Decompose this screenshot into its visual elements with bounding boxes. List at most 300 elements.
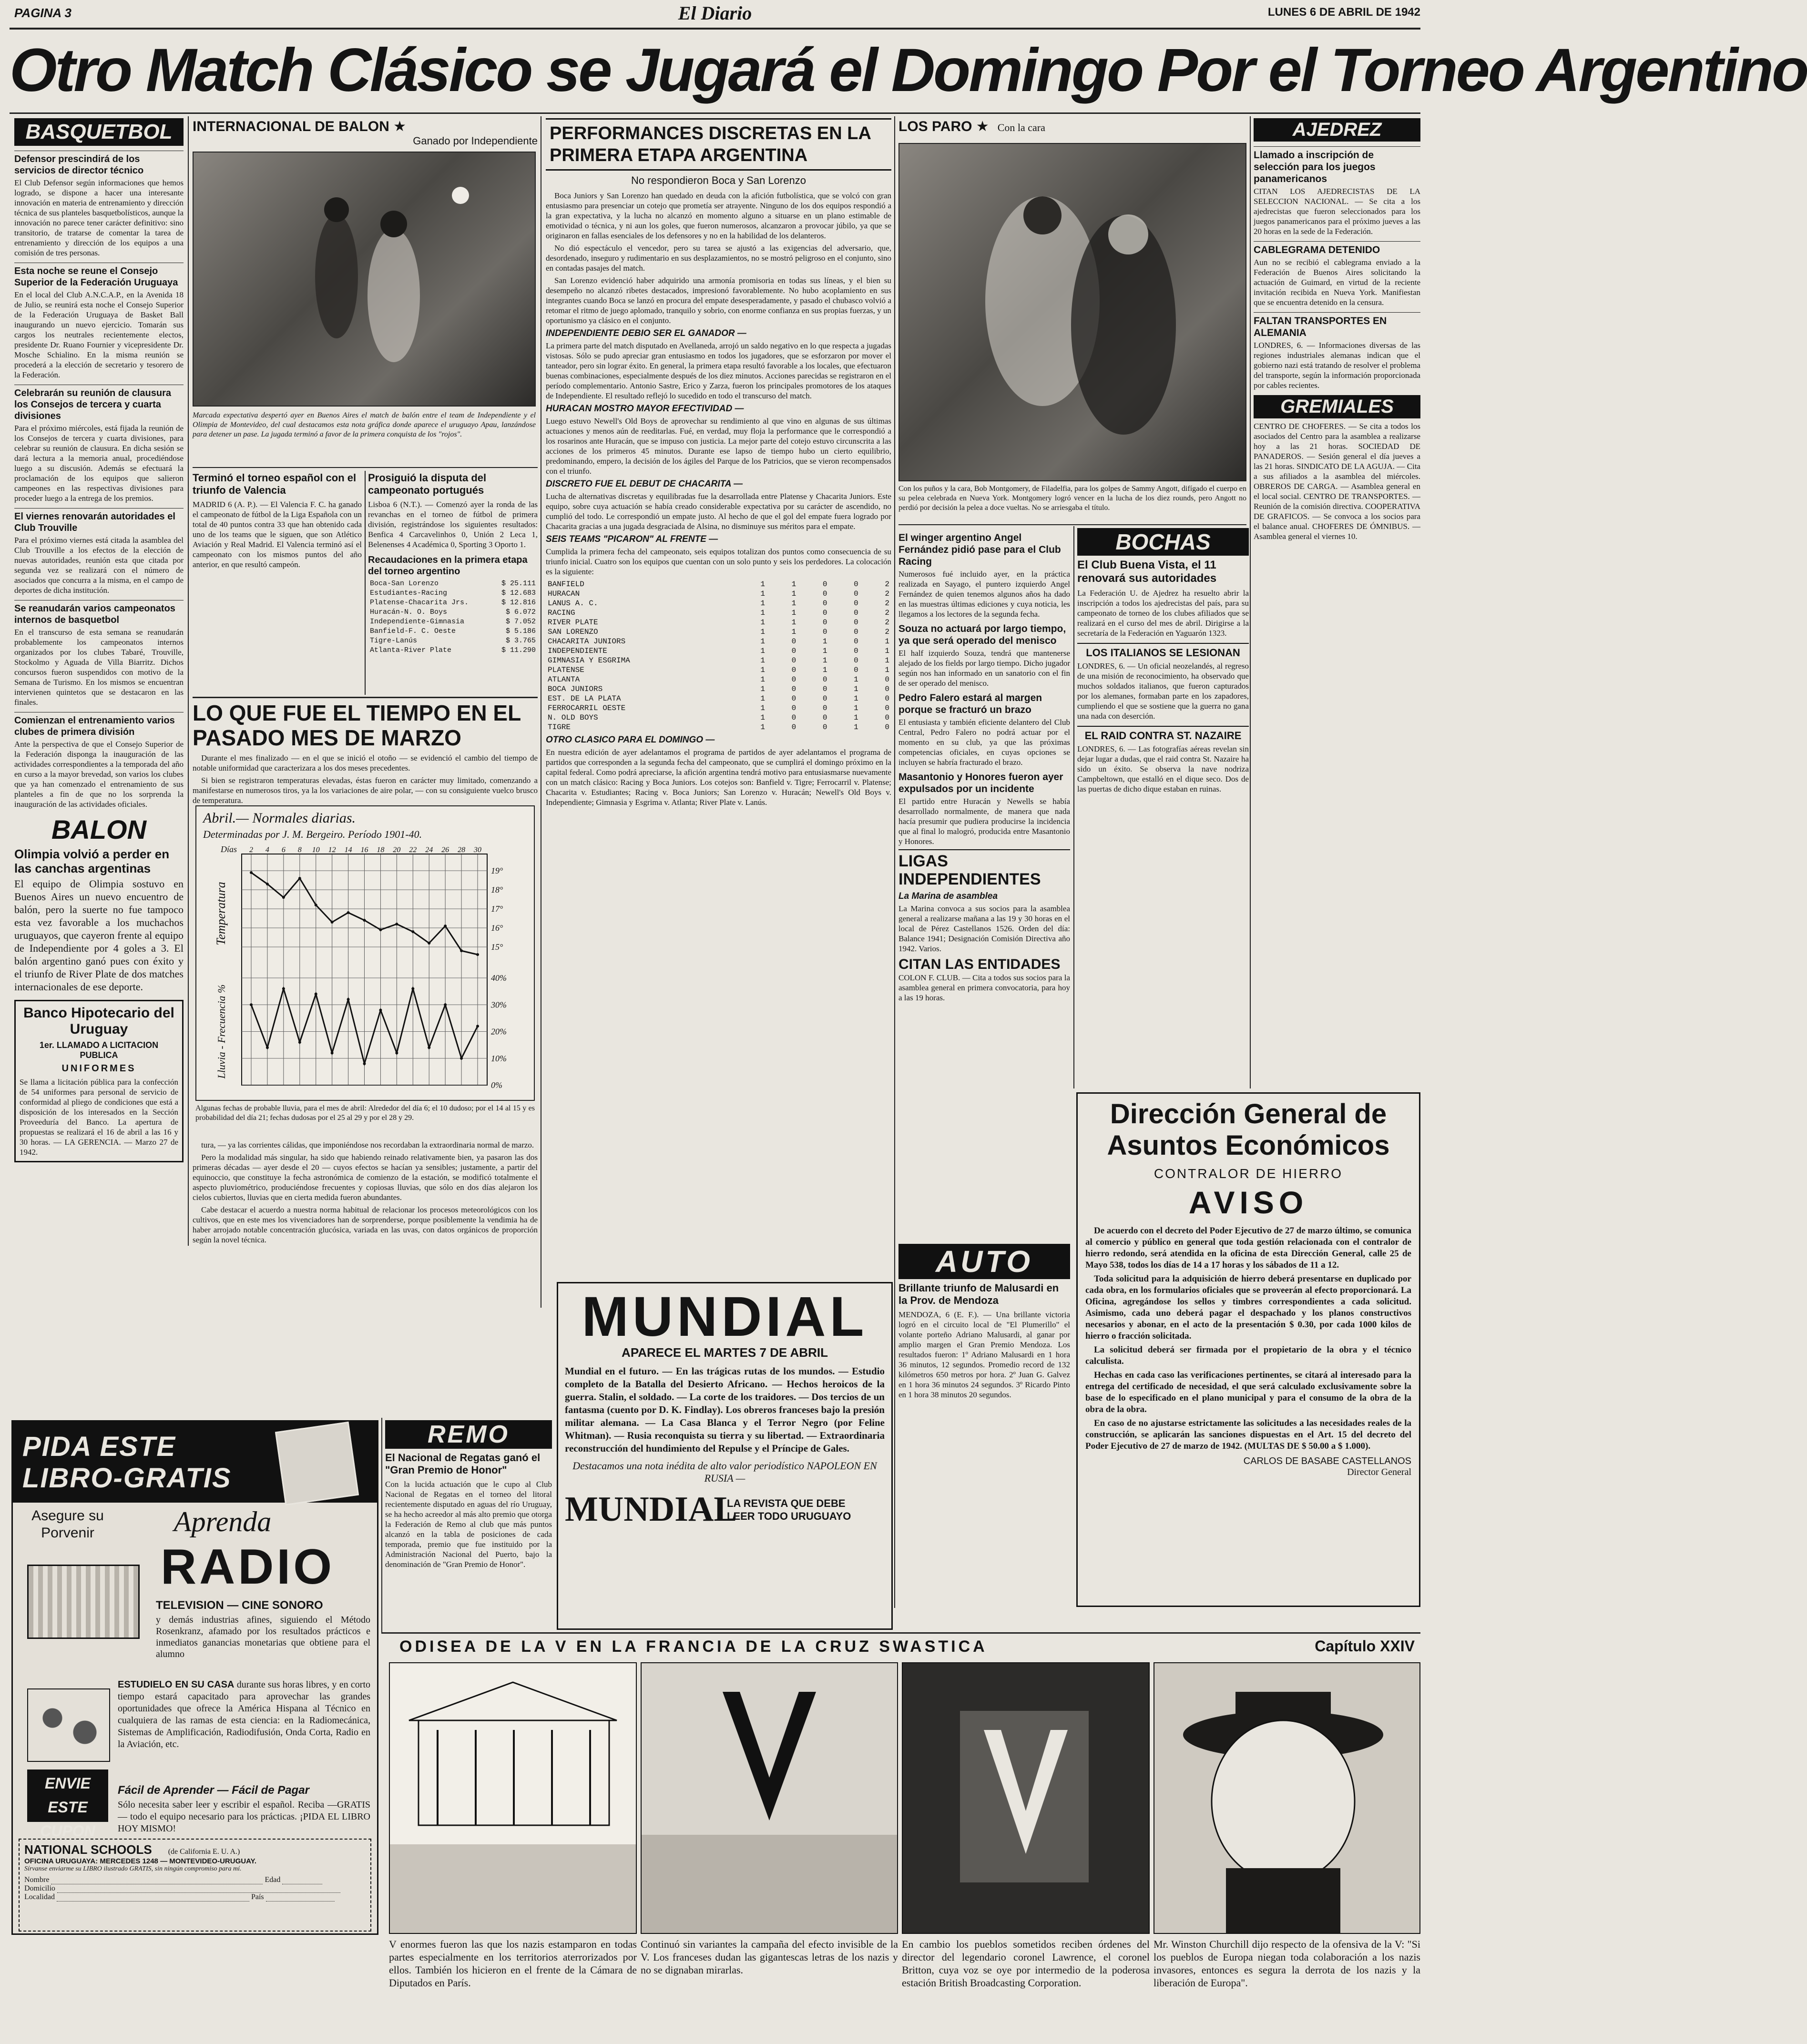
ligas-title: LIGAS INDEPENDIENTES [898,849,1070,888]
portugal-title: Prosiguió la disputa del campeonato portugués [368,472,487,496]
basquetbol-item-body: En el local del Club A.N.C.A.P., en la Avenida 18 de Julio, se reunirá esta noche el Consejo Superior de la Federación Uruguaya de Basket Ball inaugurando un nuevo ejercicio. Tomarán sus cargos los neutrales recientemente electos, presidente Dr. Ruano Fournier y vicepresidente Dr. Mosche Schialino. En la misma reunión se procederá a la elección de secretario y tesorero de la Federación. [14,290,184,379]
chart-x-tick: 16 [360,846,368,854]
standings-cell-pj: 1 [760,723,765,732]
standings-cell-p: 1 [854,704,858,712]
asuntos-p3: La solicitud deberá ser firmada por el propietario de la obra y el técnico calculista. [1085,1345,1411,1366]
standings-cell-e: 0 [822,713,827,722]
standings-cell-team: BOCA JUNIORS [548,685,603,693]
chart-point-temperatura [411,930,414,933]
basquetbol-item-title: El viernes renovarán autoridades el Club Trouville [14,508,184,534]
radio-ad-learn: Aprenda [174,1506,272,1537]
chart-point-temperatura [379,928,382,931]
basquetbol-item-title: Se reanudarán varios campeonatos internos de basquetbol [14,600,184,626]
chart-point-lluvia [379,1009,382,1012]
chart-x-label: Días [220,844,237,854]
tiempo-p4: Pero la modalidad más singular, ha sido que habiendo reinado relativamente bien, ya pasaron las dos primeras décadas — ayer desde el 20 — cuyos efectos se hacían ya sensibles; justamente, a partir del equinoccio, que constituye la fecha astronómica de comienzo de la estación, se modificó totalmente el aspecto pluviométrico, produciéndose frecuentes y copiosas lluvias, que sólo en dos días alejaron los cielos cubiertos, lluvias que en cierta medida fueron abundantes. [193,1153,538,1202]
standings-cell-e: 0 [822,704,827,712]
perf-final-body: En nuestra edición de ayer adelantamos el programa de partidos de ayer adelantamos el programa de partidos que corresponden a la segunda fecha del campeonato, que se cumplirá el domingo próximo en la capital federal. Como podrá apreciarse, la afición argentina tendrá motivo para entusiasmarse nuevamente con un match clásico: Racing y Boca Juniors. Los cotejos son: Banfield v. Tigre; Ferrocarril v. Platense; Chacarita v. Estudiantes; Racing v. Boca Juniors; San Lorenzo v. Huracán; Newell's Old Boys v. Independiente; Gimnasia y Esgrima v. Atlanta; River Plate v. Lanús. [546,748,891,807]
standings-cell-g: 1 [791,599,796,608]
mundial-logo: MUNDIAL [565,1490,737,1529]
ajedrez-item-body: Aun no se recibió el cablegrama enviado a la Federación de Buenos Aires solicitando la actuación de Guimard, en virtud de la reciente invitación recibida en Nueva York. Manifiestan que se encuentra detenido en la censura. [1254,258,1420,307]
radio-ad-desc: y demás industrias afines, siguiendo el Método Rosenkranz, afamado por los resultados prácticos e inmediatos ganancias monetarias que obtiene para el alumno [156,1615,370,1659]
bochas-section-title: BOCHAS [1077,528,1249,556]
recaudaciones-match: Atlanta-River Plate [370,646,452,654]
recaudaciones-match: Boca-San Lorenzo [370,580,439,588]
chart-x-tick: 8 [297,846,302,854]
standings-cell-pts: 2 [885,590,889,598]
chart-point-temperatura [428,942,430,945]
auto-section-title: AUTO [898,1244,1070,1279]
radio-ad-easy-body: Sólo necesita saber leer y escribir el español. Reciba —GRATIS— todo el equipo necesario para los prácticas. ¡PIDA EL LIBRO HOY MISMO! [118,1800,370,1834]
chart-title: Abril.— Normales diarias. [203,810,356,826]
recaudaciones-amount: $ 6.072 [505,608,536,616]
chart-x-tick: 12 [328,846,336,854]
standings-row [546,618,891,627]
standings-cell-team: RACING [548,609,575,617]
masthead-strip [0,0,1430,29]
bochas-body: La Federación U. de Ajedrez ha resuelto abrir la inscripción a todos los ajedrecistas del país, para su campeonato de torneo de los clubes afiliados que se realizará en el curso del mes de abril. Dirigirse a la secretaría de la Federación en Yaguarón 1323. [1077,589,1249,638]
balon-section-title: BALON [51,814,147,844]
standings-cell-g: 0 [791,704,796,712]
recaudaciones-amount: $ 25.111 [501,580,536,588]
chart-point-lluvia [428,1046,430,1049]
standings-cell-p: 0 [854,656,858,665]
basquetbol-item-body: En el transcurso de esta semana se reanudarán probablemente los campeonatos internos organizados por los clubes Tabaré, Trouville, Stockolmo y Aguada de Villa Biarritz. Dichos concursos fueron suspendidos con motivo de la Semana de Turismo. En los mismos se encuentran intervienen quintetos que se destacaron en las finales. [14,628,184,707]
tiempo-top-rule [193,697,538,698]
asuntos-sign: CARLOS DE BASABE CASTELLANOS [1243,1456,1411,1466]
futbol-item-body: Numerosos fué incluido ayer, en la práctica realizada en Sayago, el puntero izquierdo Angel Fernández de quien tenemos algunos años ha dado en las muestras últimas ediciones y cuya noticia, les llegamos a los lectores de la segunda fecha. [898,569,1070,619]
ajedrez-item-body: LONDRES, 6. — Informaciones diversas de las regiones industriales alemanas indican que el gobierno nazi está tratando de resolver el problema del transporte, según la información proporcionada por cables recientes. [1254,341,1420,390]
ajedrez-item-title: CABLEGRAMA DETENIDO [1254,241,1420,256]
radio-ad-easy: Fácil de Aprender — Fácil de Pagar [118,1784,309,1797]
recaudaciones-amount: $ 12.816 [501,599,536,607]
tiempo-intro [193,753,538,805]
standings-cell-p: 0 [854,628,858,636]
tiempo-continued [193,1140,538,1297]
auto-title: Brillante triunfo de Malusardi en la Prov. de Mendoza [898,1282,1059,1306]
standings-row [546,608,891,618]
basquetbol-item-title: Esta noche se reune el Consejo Superior de la Federación Uruguaya [14,263,184,288]
standings-cell-pj: 1 [760,675,765,684]
chart-x-tick: 28 [458,846,466,854]
standings-cell-pts: 1 [885,647,889,655]
standings-cell-e: 1 [822,666,827,674]
standings-cell-e: 1 [822,656,827,665]
coupon-country-input[interactable] [266,1893,335,1902]
basquetbol-items [14,151,184,809]
recaudaciones-amount: $ 12.683 [501,589,536,597]
standings-cell-p: 0 [854,647,858,655]
standings-cell-pj: 1 [760,580,765,589]
standings-cell-e: 0 [822,618,827,627]
recaudaciones-row [368,608,538,617]
standings-cell-p: 0 [854,666,858,674]
standings-cell-p: 1 [854,694,858,703]
chart-point-temperatura [266,883,269,885]
asuntos-p1: De acuerdo con el decreto del Poder Ejecutivo de 27 de marzo último, se comunica al comercio y público en general que toda gestión relacionada con el contralor de hierro redondo, será atendida en la oficina de esta Dirección General, calle 25 de Mayo 538, todos los días de 14 a 17 horas y los sábados de 11 a 12. [1085,1226,1411,1270]
standings-row [546,599,891,608]
mundial-note: Destacamos una nota inédita de alto valor periodístico NAPOLEON EN RUSIA — [572,1460,877,1484]
basquetbol-item-title: Defensor prescindirá de los servicios de director técnico [14,151,184,176]
chart-rain-tick: 30% [491,1000,507,1010]
chart-temp-tick: 17° [491,904,503,914]
standings-cell-team: LANUS A. C. [548,599,598,608]
main-headline: Otro Match Clásico se Jugará el Domingo Por el Torneo Argentino [10,36,1807,104]
ajedrez-section-title: AJEDREZ [1254,118,1420,142]
recaudaciones-match: Estudiantes-Racing [370,589,448,597]
standings-cell-pts: 2 [885,599,889,608]
headline-rule [10,112,1420,114]
standings-cell-pts: 1 [885,656,889,665]
standings-cell-team: RIVER PLATE [548,618,598,627]
ligas-sub: La Marina de asamblea [898,891,998,901]
ajedrez-items [1254,146,1420,390]
recaudaciones-row [368,617,538,627]
standings-row [546,665,891,675]
futbol-items [898,532,1070,846]
standings-row [546,589,891,599]
odisea-caption-3: En cambio los pueblos sometidos reciben órdenes del director del legendario coronel Lawrence, el coronel Britton, cuya voz se oye por intermedio de la poderosa estación British Broadcasting Corporation. [902,1938,1150,1989]
perf-p3: San Lorenzo evidenció haber adquirido una armonía promisoria en todas sus líneas, y el bien su desempeño no alcanzó ribetes destacados, impresionó favorablemente. No hubo acoplamiento en sus integrantes cuando Boca se lanzó en procura del empate desesperadamente, y pasado el chubasco volvió a retomar el ritmo de juego aplomado, tranquilo y sobrio, con enorme confianza en sus propias fuerzas, y un oportunismo ya clásico en el conjunto. [546,276,891,325]
col4-rule [894,116,895,1608]
standings-cell-e: 0 [822,628,827,636]
perf-p2: No dió espectáculo el vencedor, pero su tarea se ajustó a las exigencias del adversario, que, desordenado, inseguro y rudimentario en sus desplazamientos, no se mostró peligroso en el conjunto, sino en contadas pasajes del match. [546,244,891,273]
basquetbol-column [14,118,184,1229]
perf-final-head: OTRO CLASICO PARA EL DOMINGO — [546,735,715,745]
recaudaciones-amount: $ 11.290 [501,646,536,654]
odisea-chapter: Capítulo XXIV [1315,1637,1415,1655]
coupon-age-label: Edad [265,1876,281,1884]
recaudaciones-amount: $ 7.052 [505,618,536,626]
tiempo-chart-caption: Algunas fechas de probable lluvia, para el mes de abril: Alrededor del día 6; el 10 dudoso; por el 14 al 15 y es probabilidad del día 21; fechas dudosas por el 25 al 29 y por el 28 y 29. [195,1104,535,1122]
remo-block [385,1420,552,1630]
futbol-item-title: Souza no actuará por largo tiempo, ya que será operado del menisco [898,623,1066,646]
chart-x-tick: 22 [409,846,417,854]
perf-section-body: Lucha de alternativas discretas y equilibradas fue la desarrollada entre Platense y Chacarita Juniors. Este equipo, sobre cuya actuación se había creado considerable expectativa por su carácter de ascendido, no cumplió del todo. Le correspondió un empate justo. Al hecho de que el gol del empate fuera logrado por Chacarita gracias a una jugada desgraciada de Alsina, no disminuye sus méritos para el empate. [546,492,891,531]
odisea-top-rule [381,1632,1420,1634]
standings-cell-e: 1 [822,647,827,655]
header-rule [10,28,1420,30]
mundial-footer [565,1489,885,1530]
italianos-body: LONDRES, 6. — Un oficial neozelandés, al regreso de una misión de reconocimiento, ha observado que muchos soldados italianos, que fueron capturados por los alemanes, formaban parte en los zapadores, cumpliendo el que se sostiene que la guerra no gana una nada con deserción. [1077,661,1249,721]
standings-cell-team: FERROCARRIL OESTE [548,704,626,712]
tiempo-p2: Si bien se registraron temperaturas elevadas, éstas fueron en carácter muy limitado, comenzando a manifestarse en numerosos tiros, ya la los variaciones de aire polar, — con su consiguiente vuelco brusco de temperatura. [193,776,538,805]
asuntos-sign-role: Director General [1347,1467,1411,1477]
recaudaciones-amount: $ 3.765 [505,637,536,645]
standings-row [546,703,891,713]
standings-cell-pts: 2 [885,628,889,636]
remo-title: El Nacional de Regatas ganó el "Gran Premio de Honor" [385,1452,541,1476]
chart-point-lluvia [331,1052,334,1055]
chart-point-lluvia [315,993,317,996]
losparo-head [898,118,1246,142]
standings-cell-pts: 0 [885,685,889,693]
standings-cell-pts: 0 [885,704,889,712]
asuntos-p2: Toda solicitud para la adquisición de hierro deberá presentarse en duplicado por cada obra, en los formularios oficiales que se proveerán al efecto proporcionará. La Oficina, agregándose los sellos y timbres correspondientes a cada solicitud. Asimismo, cada uno deberá pagar el despachado y los planos constructivos necesarios y abonar, en el acto de la presentación $ 0.30, por cada 1000 kilos de hierro o fracción solicitada. [1085,1274,1411,1341]
standings-cell-g: 1 [791,609,796,617]
chart-point-temperatura [298,877,301,880]
col1-rule [188,116,189,1246]
chart-label-temperatura: Temperatura [214,882,228,946]
standings-row [546,675,891,684]
chart-point-lluvia [460,1057,463,1060]
standings-cell-team: BANFIELD [548,580,584,589]
bottom-left-rule [381,1418,382,1632]
performances-sections [546,328,891,577]
asuntos-title2: Asuntos Económicos [1107,1130,1390,1161]
ligas-body: La Marina convoca a sus socios para la asamblea general a realizarse mañana a las 19 y 30 horas en el local de Pérez Castellanos 1526. Orden del día: Balance 1941; Designación Comisión Directiva año 1942. Varios. [898,904,1070,953]
standings-cell-p: 1 [854,713,858,722]
chart-x-tick: 6 [281,846,286,854]
bochas-title: El Club Buena Vista, el 11 renovará sus autoridades [1077,559,1217,585]
tiempo-title: LO QUE FUE EL TIEMPO EN EL PASADO MES DE MARZO [193,701,521,750]
odisea-header [385,1635,1419,1658]
tiempo-p3: tura, — ya las corrientes cálidas, que imponiéndose nos recordaban la extraordinaria normal de marzo. [201,1140,534,1149]
chart-rain-tick: 0% [491,1080,502,1090]
standings-cell-team: PLATENSE [548,666,584,674]
coupon-request: Sírvanse enviarme su LIBRO ilustrado GRATIS, sin ningún compromiso para mí. [24,1865,242,1872]
recaudaciones-row [368,598,538,608]
odisea-panel-1 [389,1662,637,1934]
mundial-tag: LA REVISTA QUE DEBE LEER TODO URUGUAYO [727,1497,851,1522]
standings-cell-team: CHACARITA JUNIORS [548,637,626,646]
coupon-city-label: Localidad [24,1893,55,1901]
asuntos-title1: Dirección General de [1110,1098,1387,1129]
standings-cell-e: 0 [822,609,827,617]
tiempo-chart [195,805,535,1101]
standings-cell-pj: 1 [760,647,765,655]
chart-point-lluvia [298,1041,301,1044]
standings-cell-pts: 0 [885,713,889,722]
chart-x-tick: 26 [441,846,449,854]
ajedrez-item-title: FALTAN TRANSPORTES EN ALEMANIA [1254,312,1420,339]
chart-x-tick: 18 [377,846,385,854]
radio-ad [11,1420,378,1935]
chart-x-tick: 2 [249,846,253,854]
basquetbol-item-body: Para el próximo miércoles, está fijada la reunión de los Consejos de tercera y cuarta divisiones, para celebrar su reunión de clausura. En dicha sesión se dará lectura a la memoria anual, procediéndose luego a su discusión. Además se efectuará la proclamación de los equipos que salieron campeones en las respectivas divisiones para proceder luego a la entrega de los premios. [14,424,184,503]
standings-cell-g: 0 [791,675,796,684]
standings-cell-p: 0 [854,590,858,598]
perf-section-body: Luego estuvo Newell's Old Boys de aprovechar su rendimiento al que vino en algunas de sus últimas actuaciones y menos aún de reeditarlas. Fué, en verdad, muy floja la performance que le correspondió a los rosarinos ante Huracán, que se impuso con justicia. La mejor parte del cotejo estuvo circunscrita a las acciones de los primeros 45 minutos. Durante ese lapso de tiempo hubo un cierto equilibrio, predominando, empero, la decisión de los ágiles del Parque de los Patricios, que se vieron recompensados con el triunfo. [546,417,891,476]
radio-ad-header [13,1422,377,1503]
standings-cell-p: 1 [854,723,858,732]
chart-point-temperatura [250,871,253,874]
standings-cell-g: 1 [791,618,796,627]
balon-title: Olimpia volvió a perder en las canchas argentinas [14,847,170,875]
coupon-addr-label: Domicilio [24,1884,55,1892]
coupon-country-label: País [251,1893,264,1901]
losparo-caption: Con los puños y la cara, Bob Montgomery, de Filadelfia, para los golpes de Sammy Angott, difígado el cuerpo en su pelea celebrada en Nueva York. Montgomery logró vencer en la lucha de los diez rounds, pero Angott no perdió por decisión la pelea a doce vueltas. No se arriesgaba el título. [898,485,1246,512]
coupon-school: NATIONAL SCHOOLS [24,1842,152,1857]
chart-x-tick: 20 [393,846,401,854]
banco-label: UNIFORMES [61,1063,136,1074]
recaudaciones-row [368,636,538,646]
chart-point-lluvia [444,1003,447,1006]
chart-subtitle: Determinadas por J. M. Bergeiro. Período 1901-40. [203,828,422,840]
intl-photo [193,152,536,407]
standings-cell-team: ATLANTA [548,675,580,684]
raid-body: LONDRES, 6. — Las fotografías aéreas revelan sin dejar lugar a dudas, que el raid contra St. Nazaire ha sido un éxito. Se observa la nave nodriza Campbeltown, que estalló en el dique seco. Dos de las puertas de dicho dique estaban en ruinas. [1077,744,1249,793]
standings-cell-p: 0 [854,618,858,627]
chart-point-temperatura [363,919,366,922]
chart-x-tick: 14 [344,846,352,854]
auto-body: MENDOZA, 6 (E. F.). — Una brillante victoria logró en el circuito local de "El Plumerillo" el volante porteño Adriano Malusardi, al ganar por amplio margen el Gran Premio Mendoza. Los resultados fueron: 1º Adriano Malusardi en 1 hora 36 minutos, 12 segundos. Promedio record de 132 kilómetros 650 metros por hora. 2º Juan G. Galvez en 1 hora 36 minutos 24 segundos. 3º Ricardo Pinto en 1 hora 38 minutos 20 segundos. [898,1310,1070,1399]
tiempo-p5: Cabe destacar el acuerdo a nuestra norma habitual de relacionar los procesos meteorológicos con los cultivos, que en este mes los vivenciadores han de sorprenderse, porque posiblemente la vendimia ha de haber arrojado notable concentración glucósica, variada en las uvas, con datos orgánicos de proporción según la novel técnica. [193,1205,538,1244]
valencia-body: MADRID 6 (A. P.). — El Valencia F. C. ha ganado el campeonato de fútbol de la Liga Española con un total de 40 puntos contra 33 que han obtenido cada uno de los teams que le siguen, que son Atlético Aviación y Real Madrid. El Valencia terminó así el campeonato con los mismos puntos del año anterior, en que resultó campeón. [193,500,362,569]
recaudaciones-row [368,579,538,589]
paper-name: El Diario [678,2,752,24]
standings-cell-pj: 1 [760,656,765,665]
ajedrez-item-body: CITAN LOS AJEDRECISTAS DE LA SELECCION NACIONAL. — Se cita a los ajedrecistas que fueron seleccionados para los juegos panamericanos para el próximo jueves a las 20 horas en la sede de la Federación. [1254,187,1420,236]
losparo-rule [898,524,1246,525]
losparo-title: LOS PARO ★ [898,119,989,134]
coupon-addr-input[interactable] [57,1884,340,1893]
chart-point-lluvia [266,1046,269,1049]
recaudaciones-row [368,589,538,598]
standings-cell-p: 1 [854,685,858,693]
standings-cell-p: 0 [854,580,858,589]
standings-cell-pj: 1 [760,694,765,703]
valencia-rule [365,471,366,695]
ajedrez-item-title: Llamado a inscripción de selección para los juegos panamericanos [1254,146,1420,185]
remo-section-title: REMO [385,1420,552,1449]
standings-cell-team: SAN LORENZO [548,628,598,636]
chart-point-lluvia [476,1025,479,1027]
standings-cell-g: 0 [791,647,796,655]
standings-cell-g: 0 [791,666,796,674]
standings-cell-e: 0 [822,580,827,589]
intl-photo-players [194,153,535,406]
coupon-addr-row [24,1884,366,1893]
radio-ad-study-body: durante sus horas libres, y en corto tiempo estará capacitado para aprovechar las grandes oportunidades que ofrece la América Hispana al Técnico en cualquiera de las ramas de esta ciencia: en la Radiomecánica, Sistemas de Amplificación, Radiodifusión, Onda Corta, Radio en la Aviación, etc. [118,1679,371,1749]
chart-point-lluvia [395,1052,398,1055]
chart-point-temperatura [444,925,447,927]
radio-ad-big: RADIO [161,1539,335,1595]
performances-title: PERFORMANCES DISCRETAS EN LA PRIMERA ETAPA ARGENTINA [546,118,891,171]
perf-section-head: SEIS TEAMS "PICARON" AL FRENTE — [546,534,718,544]
radio-ad-side: Asegure su Porvenir [31,1508,104,1541]
chart-x-tick: 10 [312,846,320,854]
standings-cell-pts: 2 [885,618,889,627]
standings-cell-pj: 1 [760,685,765,693]
radio-ad-study [118,1679,370,1750]
odisea-caption-2: Continuó sin variantes la campaña del efecto invisible de la V. Los franceses dudan las gigantescas letras de los nazis y no se dignaban mirarlas. [641,1938,898,1976]
valencia-title: Terminó el torneo español con el triunfo de Valencia [193,472,357,496]
chart-temp-tick: 15° [491,942,503,952]
futbol-column [898,528,1070,1238]
radio-ad-top: PIDA ESTE LIBRO-GRATIS [22,1431,232,1494]
recaudaciones-table [368,579,538,655]
futbol-item-title: El winger argentino Angel Fernández pidió pase para el Club Racing [898,532,1061,567]
basquetbol-item-body: El Club Defensor según informaciones que hemos logrado, se dispone a hacer una interesante innovación en materia de entrenamiento y dirección técnica de sus planteles basquetbolísticos, aunque la innovación no parece tener carácter definitivo: sino transitorio, de tratarse de comentar la tarea de entrenamiento y dirección de los equipos a una comisión de tres personas. [14,178,184,257]
perf-section-body: La primera parte del match disputado en Avellaneda, arrojó un saldo negativo en lo que respecta a jugadas vistosas. Sólo se pudo apreciar gran entusiasmo en todos los jugadores, que se esforzaron por mover el tanteador, pero sin lograr éxito. En general, la primera etapa resultó favorable a los locales, que efectuaron buenas combinaciones, especialmente después de los diez minutos. Acciones parecidas se registraron en el período complementario. Antonio Sastre, Erico y Zarza, fueron los principales promotores de los ataques de Independiente. El resultado reflejó lo sucedido en todo el transcurso del match. [546,341,891,400]
standings-cell-pts: 1 [885,666,889,674]
recaudaciones-title: Recaudaciones en la primera etapa del torneo argentino [368,555,528,577]
standings-cell-pj: 1 [760,713,765,722]
portugal-body: Lisboa 6 (N.T.). — Comenzó ayer la ronda de las revanchas en el torneo de fútbol de primera división, registrándose los siguientes resultados: Benfica 4 Carcavelinhos 0, Unión 2 Leca 1, Belenenses 4 Académica 0, Sporting 3 Oporto 1. [368,500,538,549]
standings-cell-g: 0 [791,685,796,693]
page-number: PAGINA 3 [14,6,71,20]
odisea-panel-3-art [903,1663,1149,1933]
futbol-item-title: Masantonio y Honores fueron ayer expulsados por un incidente [898,772,1063,794]
futbol-item-body: El half izquierdo Souza, tendrá que mantenerse alejado de los fields por largo tiempo. Dicho jugador según nos han informado en un sanatorio con el fin de ser operado del menisco. [898,649,1070,688]
odisea-caption-1: V enormes fueron las que los nazis estamparon en todas partes especialmente en los territorios aterrorizados por ellos. También los hicieron en el frente de la Cámara de Diputados en París. [389,1938,637,1989]
intl-title: INTERNACIONAL DE BALON ★ [193,119,407,134]
performances-intro [546,191,891,325]
standings-cell-p: 1 [854,675,858,684]
chart-point-lluvia [347,998,350,1001]
radio-ad-study-head: ESTUDIELO EN SU CASA [118,1679,235,1690]
standings-cell-team: EST. DE LA PLATA [548,694,621,703]
standings-cell-pts: 0 [885,723,889,732]
intl-bottom-rule [193,467,538,468]
radio-book-icon [275,1422,359,1505]
standings-row [546,656,891,665]
odisea-title: ODISEA DE LA V EN LA FRANCIA DE LA CRUZ SWASTICA [399,1637,988,1656]
mundial-body: Mundial en el futuro. — En las trágicas rutas de los mundos. — Estudio completo de la Batalla del Desierto Africano. — Hechos heroicos de la guerra. Stalin, el soldado. — La corte de los traidores. — Dos tercios de un fantasma (cuento por D. K. Findlay). Los obreros franceses bajo la presión militar alemana. — La Casa Blanca y el Terror Negro (por Feline Whitman). — Rusia reconquista su tierra y su libertad. — Extraordinaria reconstrucción del hundimiento del Repulse y el Príncipe de Gales. [565,1365,885,1454]
chart-label-lluvia: Lluvia - Frecuencia % [215,984,227,1079]
standings-cell-p: 0 [854,609,858,617]
recaudaciones-row [368,646,538,655]
gremiales-section-title: GREMIALES [1254,395,1420,418]
standings-cell-pts: 0 [885,694,889,703]
standings-cell-g: 0 [791,723,796,732]
standings-cell-g: 1 [791,580,796,589]
standings-cell-pts: 2 [885,609,889,617]
gremiales-body: CENTRO DE CHOFERES. — Se cita a todos los asociados del Centro para la asamblea a realizarse hoy a las 21 horas. SOCIEDAD DE PANADEROS. — Sesión general el día jueves a las 21 horas. SINDICATO DE LA AGUJA. — Cita a sus afiliados a la asamblea del miércoles. OBREROS DE CARGA. — Asamblea general en el local social. CENTRO DE TRANSPORTES. — Reunión de la comisión directiva. COOPERATIVA DE GRAFICOS. — Se convoca a los socios para el balance anual. CHOFERES DE ÓMNIBUS. — Asamblea general el viernes 10. [1254,422,1420,541]
radio-set-icon [27,1565,140,1639]
raid-title: EL RAID CONTRA ST. NAZAIRE [1077,726,1249,742]
coupon-school-note: (de California E. U. A.) [168,1848,240,1856]
coupon-fields [24,1876,366,1902]
coupon-name-row [24,1876,366,1884]
coupon-city-input[interactable] [57,1893,249,1902]
tiempo-chart-svg [196,806,534,1100]
standings-cell-g: 0 [791,656,796,665]
standings-row [546,694,891,703]
chart-temp-tick: 19° [491,866,503,875]
italianos-title: LOS ITALIANOS SE LESIONAN [1077,643,1249,659]
odisea-panel-3 [902,1662,1150,1934]
chart-rain-tick: 20% [491,1027,507,1037]
intl-subtitle: Ganado por Independiente [413,135,538,147]
standings-cell-team: INDEPENDIENTE [548,647,607,655]
standings-cell-e: 0 [822,685,827,693]
coupon-address: OFICINA URUGUAYA: MERCEDES 1248 — MONTEVIDEO-URUGUAY. [24,1857,257,1865]
standings-cell-pts: 2 [885,580,889,589]
standings-cell-e: 0 [822,675,827,684]
mundial-title: MUNDIAL [582,1285,868,1348]
bochas-column [1077,528,1249,1090]
tiempo-p1: Durante el mes finalizado — en el que se inició el otoño — se evidenció el cambio del tiempo de notable uniformidad que caracterizara a los dos meses precedentes. [193,753,538,773]
standings-row [546,627,891,637]
basquetbol-item-title: Comienzan el entrenamiento varios clubes de primera división [14,712,184,738]
perf-p1: Boca Juniors y San Lorenzo han quedado en deuda con la afición futbolística, que se volcó con gran entusiasmo para presenciar un cotejo que prometía ser atrayente. Ninguno de los dos equipos respondió a la gran expectativa, y la lucha no alcanzó en momento alguno a situarse en un plano estimable de emotividad o técnica, y ni aun los goles, que fueron numerosos, alcanzaron a provocar júbilo, ya que se originaron en fallas esenciales de los defensores y no en la habilidad de los delanteros. [546,191,891,240]
coupon-age-input[interactable] [282,1876,322,1884]
chart-rain-tick: 10% [491,1053,507,1063]
banco-ad [14,1000,184,1162]
citan-title: CITAN LAS ENTIDADES [898,956,1061,972]
coupon-name-input[interactable] [51,1876,263,1884]
losparo-photo-boxers [899,144,1246,480]
standings-cell-pj: 1 [760,590,765,598]
asuntos-ad [1076,1092,1420,1607]
ajedrez-column [1254,118,1420,1086]
losparo-subtitle: Con la cara [997,122,1045,133]
chart-point-lluvia [250,1003,253,1006]
performances-block [546,118,891,1314]
standings-cell-g: 1 [791,590,796,598]
